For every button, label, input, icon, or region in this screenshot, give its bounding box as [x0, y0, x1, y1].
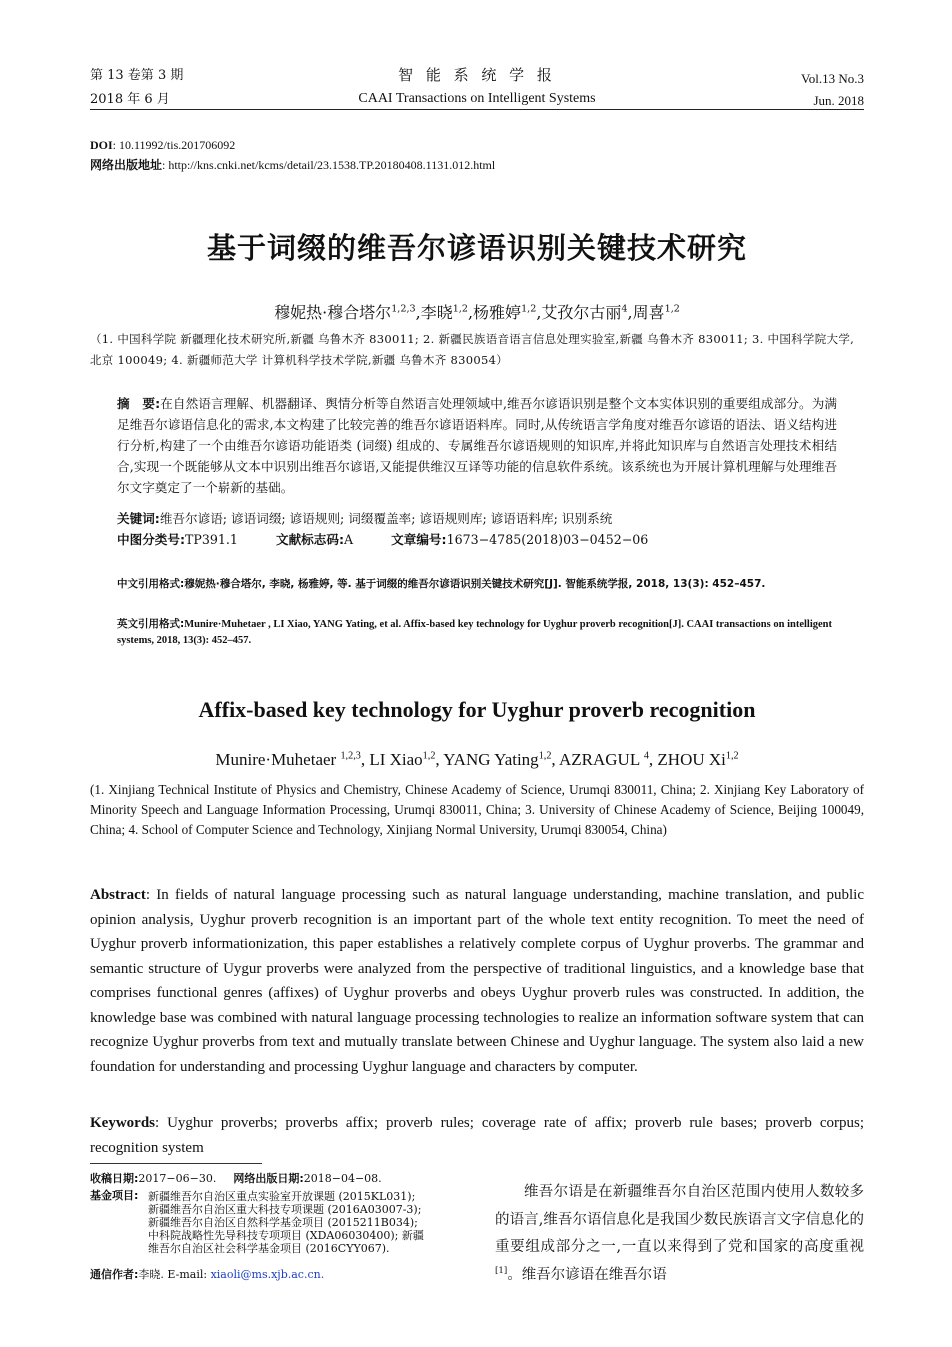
doi-value: : 10.11992/tis.201706092 — [112, 138, 236, 152]
clc-value: TP391.1 — [185, 532, 238, 547]
online-date-value: 2018−04−08. — [303, 1172, 382, 1185]
doi-line — [90, 136, 235, 155]
keywords-cn-label: 关键词: — [117, 511, 160, 526]
abstract-en-text: : In fields of natural language processing such as natural language understanding, machine translation, and public opinion analysis, Uyghur proverb recognition is an important part of the whole text entity recognition. To meet the need of Uyghur proverb informationization, this paper establishes a relatively complete corpus of Uyghur proverbs. The grammar and semantic structure of Uygur proverbs were analyzed from the perspective of traditional linguistics, and a knowledge base that comprises functional genres (affixes) of Uyghur proverbs and obeys Uyghur proverb rules was constructed. In addition, the knowledge base was combined with natural language processing technologies to realize an information software system that can recognize Uyghur proverbs from text and mutually translate between Chinese and Uyghur language. The system also laid a new foundation for understanding and processing Uyghur language and characters by computer. — [90, 887, 864, 1075]
abstract-cn-text: 在自然语言理解、机器翻译、舆情分析等自然语言处理领域中,维吾尔谚语识别是整个文本实体识别的重要组成部分。为满足维吾尔谚语信息化的需求,本文构建了比较完善的维吾尔谚语语料库。同时,从传统语言学角度对维吾尔谚语的语法、语义结构进行分析,构建了一个由维吾尔谚语功能语类 (词缀) 组成的、专属维吾尔谚语规则的知识库,并将此知识库与自然语言处理技术相结合,实现一个既能够从文本中识别出维吾尔谚语,又能提供维汉互译等功能的信息软件系统。该系统也为开展计算机理解与处理维吾尔文字奠定了一个崭新的基础。 — [117, 396, 837, 495]
keywords-cn — [117, 508, 837, 529]
affiliations-en: (1. Xinjiang Technical Institute of Physics and Chemistry, Chinese Academy of Science, Urumqi 830011, China; 2. Xinjiang Key Laboratory of Minority Speech and Language Information Processing, Urumqi 830011, China; 3. University of Chinese Academy of Science, Beijing 100049, China; 4. School of Computer Science and Technology, Xinjiang Normal University, Urumqi 830054, China) — [90, 782, 864, 837]
header-rule — [90, 109, 864, 110]
online-address-value[interactable]: : http://kns.cnki.net/kcms/detail/23.1538.TP.20180408.1131.012.html — [162, 158, 496, 172]
doc-code-value: A — [344, 532, 354, 547]
journal-title-en: CAAI Transactions on Intelligent Systems — [358, 91, 596, 106]
article-no-label: 文章编号: — [391, 532, 447, 547]
received-date — [90, 1172, 470, 1185]
abstract-en — [90, 883, 864, 1079]
keywords-cn-text: 维吾尔谚语; 谚语词缀; 谚语规则; 词缀覆盖率; 谚语规则库; 谚语语料库; 识别系统 — [159, 511, 613, 526]
affiliations-cn: （1. 中国科学院 新疆理化技术研究所,新疆 乌鲁木齐 830011; 2. 新疆民族语音语言信息处理实验室,新疆 乌鲁木齐 830011; 3. 中国科学院大学,北京 100049; 4. 新疆师范大学 计算机科学技术学院,新疆 乌鲁木齐 830054） — [90, 332, 855, 367]
fund-item: 新疆维吾尔自治区自然科学基金项目 (2015211B034); — [148, 1216, 418, 1229]
title-cn: 基于词缀的维吾尔谚语识别关键技术研究 — [206, 231, 747, 265]
citation-en — [117, 616, 842, 649]
authors-cn: 穆妮热·穆合塔尔$^{1,2,3}$,李晓$^{1,2}$,杨雅婷$^{1,2}$,艾孜尔古丽$^4$,周喜$^{1,2}$ — [274, 303, 680, 322]
footnote-separator — [90, 1163, 262, 1164]
corresponding-label: 通信作者: — [90, 1268, 139, 1281]
abstract-cn-label: 摘 要: — [117, 396, 161, 411]
received-label: 收稿日期: — [90, 1172, 139, 1185]
online-address-label: 网络出版地址 — [90, 158, 163, 172]
received-value: 2017−06−30. — [138, 1172, 217, 1185]
abstract-en-label: Abstract — [90, 887, 146, 903]
authors-en: Munire·Muhetaer $^{1,2,3}$, LI Xiao$^{1,2}$, YANG Yating$^{1,2}$, AZRAGUL $^4$, ZHOU Xi$^{1,2}$ — [215, 750, 739, 769]
clc-label: 中图分类号: — [117, 532, 186, 547]
classification-line — [117, 529, 837, 550]
citation-cn-text: 穆妮热·穆合塔尔, 李晓, 杨雅婷, 等. 基于词缀的维吾尔谚语识别关键技术研究[J]. 智能系统学报, 2018, 13(3): 452–457. — [184, 578, 766, 590]
corresponding-value: 李晓. E-mail: — [138, 1268, 211, 1281]
journal-title-cn: 智 能 系 统 学 报 — [398, 66, 556, 84]
corresponding-author — [90, 1268, 470, 1281]
keywords-en-label: Keywords — [90, 1115, 155, 1131]
citation-en-label: 英文引用格式: — [117, 618, 185, 630]
fund-item: 新疆维吾尔自治区重大科技专项课题 (2016A03007-3); — [148, 1203, 422, 1216]
article-no-value: 1673−4785(2018)03−0452−06 — [446, 532, 649, 547]
title-en: Affix-based key technology for Uyghur proverb recognition — [198, 697, 756, 722]
date-cn: 2018 年 6 月 — [90, 92, 170, 107]
date-en: Jun. 2018 — [813, 93, 864, 108]
fund-item: 新疆维吾尔自治区重点实验室开放课题 (2015KL031); — [148, 1190, 416, 1203]
keywords-en — [90, 1111, 864, 1160]
citation-en-text: Munire·Muhetaer , LI Xiao, YANG Yating, et al. Affix-based key technology for Uyghur proverb recognition[J]. CAAI transactions on intelligent systems, 2018, 13(3): 452–457. — [117, 619, 832, 646]
fund-item: 维吾尔自治区社会科学基金项目 (2016CYY067). — [148, 1242, 390, 1255]
keywords-en-text: : Uyghur proverbs; proverbs affix; proverb rules; coverage rate of affix; proverb rule bases; proverb corpus; recognition system — [90, 1115, 864, 1156]
doc-code-label: 文献标志码: — [275, 532, 344, 547]
body-paragraph: 维吾尔语是在新疆维吾尔自治区范围内使用人数较多的语言,维吾尔语信息化是我国少数民族语言文字信息化的重要组成部分之一,一直以来得到了党和国家的高度重视[1]。维吾尔谚语在维吾尔语 — [495, 1184, 864, 1283]
citation-cn-label: 中文引用格式: — [117, 578, 185, 590]
online-date-label: 网络出版日期: — [233, 1172, 304, 1185]
fund-label: 基金项目: — [90, 1189, 139, 1202]
citation-cn — [117, 576, 842, 592]
volume-issue-en: Vol.13 No.3 — [801, 71, 864, 86]
fund-list — [148, 1190, 478, 1255]
doi-label: DOI — [90, 138, 113, 152]
corresponding-email-link[interactable]: xiaoli@ms.xjb.ac.cn. — [210, 1268, 325, 1281]
abstract-cn — [117, 393, 837, 498]
volume-issue-cn: 第 13 卷第 3 期 — [90, 68, 184, 83]
fund-item: 中科院战略性先导科技专项项目 (XDA06030400); 新疆 — [148, 1229, 424, 1242]
online-address-line — [90, 156, 495, 175]
